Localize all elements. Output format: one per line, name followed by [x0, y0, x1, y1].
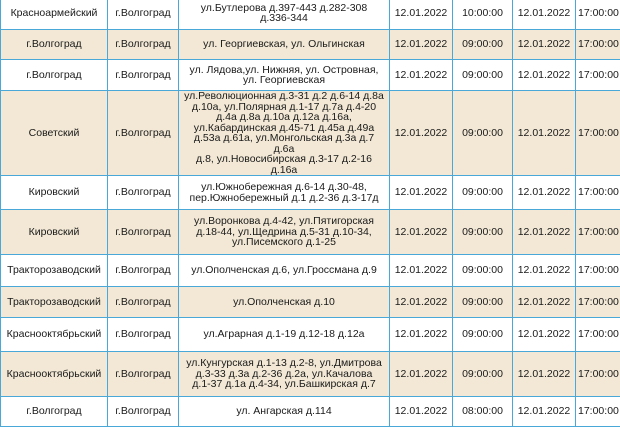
address-line: ул.Революционная д.3-31 д.2 д.6-14 д.8а [184, 91, 384, 103]
end-date-cell: 12.01.2022 [513, 176, 576, 210]
table-body [1, 0, 620, 427]
table-row [1, 255, 620, 287]
start-date-cell: 12.01.2022 [390, 91, 453, 176]
address-line: д.8, ул.Новосибирская д.3-17 д.2-16 [196, 153, 372, 165]
start-time-cell: 08:00:00 [453, 397, 513, 427]
start-date-cell: 12.01.2022 [390, 176, 453, 210]
address-line: ул. Лядова,ул. Нижняя, ул. Островная, [190, 64, 379, 76]
end-date-cell: 12.01.2022 [513, 318, 576, 352]
district-cell: Красноармейский [1, 0, 108, 30]
city-cell: г.Волгоград [108, 176, 179, 210]
address-cell [179, 60, 390, 91]
address-cell [179, 30, 390, 60]
end-date-cell: 12.01.2022 [513, 210, 576, 255]
address-line: д.18-44, ул.Щедрина д.5-31 д.10-34, [196, 226, 371, 238]
address-line: ул. Георгиевская [243, 74, 325, 86]
district-cell: Тракторозаводский [1, 287, 108, 318]
end-time-cell: 17:00:00 [576, 176, 620, 210]
start-date-cell: 12.01.2022 [390, 210, 453, 255]
start-date-cell: 12.01.2022 [390, 0, 453, 30]
end-time-cell: 17:00:00 [576, 255, 620, 287]
address-cell [179, 0, 390, 30]
city-cell: г.Волгоград [108, 0, 179, 30]
end-time-cell: 17:00:00 [576, 91, 620, 176]
start-time-cell: 09:00:00 [453, 318, 513, 352]
address-line: ул.Кунгурская д.1-13 д.2-8, ул.Дмитрова [186, 357, 382, 369]
start-date-cell: 12.01.2022 [390, 255, 453, 287]
table-row [1, 318, 620, 352]
end-time-cell: 17:00:00 [576, 318, 620, 352]
address-line: ул.Южнобережная д.6-14 д.30-48, [201, 181, 367, 193]
start-date-cell: 12.01.2022 [390, 352, 453, 397]
address-line: ул.Ополченская д.10 [233, 296, 335, 308]
end-date-cell: 12.01.2022 [513, 30, 576, 60]
district-cell: Тракторозаводский [1, 255, 108, 287]
start-time-cell: 09:00:00 [453, 30, 513, 60]
table-row [1, 0, 620, 30]
start-time-cell: 09:00:00 [453, 210, 513, 255]
end-time-cell: 17:00:00 [576, 0, 620, 30]
table-row [1, 210, 620, 255]
start-time-cell: 09:00:00 [453, 287, 513, 318]
address-cell [179, 91, 390, 176]
address-line: д.10а, ул.Полярная д.1-17 д.7а д.4-20 [192, 101, 376, 113]
address-line: пер.Южнобережный д.1 д.2-36 д.3-17д [190, 192, 379, 204]
address-line: д.53а д.61а, ул.Монгольская д.3а д.7 д.6а [194, 132, 374, 155]
end-date-cell: 12.01.2022 [513, 255, 576, 287]
start-date-cell: 12.01.2022 [390, 318, 453, 352]
table-row [1, 30, 620, 60]
end-date-cell: 12.01.2022 [513, 287, 576, 318]
start-date-cell: 12.01.2022 [390, 287, 453, 318]
table-row [1, 397, 620, 427]
address-line: ул.Воронкова д.4-42, ул.Пятигорская [194, 215, 374, 227]
end-time-cell: 17:00:00 [576, 352, 620, 397]
address-line: ул.Бутлерова д.397-443 д.282-308 [201, 2, 368, 14]
address-line: д.4а д.8а д.10а д.12а д.16а, [216, 111, 352, 123]
address-line: д.336-344 [260, 12, 308, 24]
table-row [1, 352, 620, 397]
table-row [1, 60, 620, 91]
address-line: ул.Кабардинская д.45-71 д.45а д.49а [194, 122, 374, 134]
address-line: д.16а [271, 164, 298, 176]
table-row [1, 287, 620, 318]
address-line: ул. Георгиевская, ул. Ольгинская [203, 38, 365, 50]
start-time-cell: 09:00:00 [453, 60, 513, 91]
end-date-cell: 12.01.2022 [513, 397, 576, 427]
district-cell: Краснооктябрьский [1, 318, 108, 352]
end-time-cell: 17:00:00 [576, 287, 620, 318]
address-line: д.1-37 д.1а д.4-34, ул.Башкирская д.7 [192, 378, 375, 390]
address-line: ул.Писемского д.1-25 [232, 236, 336, 248]
address-cell [179, 352, 390, 397]
address-line: ул.Аграрная д.1-19 д.12-18 д.12а [203, 328, 364, 340]
city-cell: г.Волгоград [108, 352, 179, 397]
address-cell [179, 318, 390, 352]
address-cell [179, 255, 390, 287]
district-cell: Кировский [1, 176, 108, 210]
city-cell: г.Волгоград [108, 60, 179, 91]
end-date-cell: 12.01.2022 [513, 60, 576, 91]
start-date-cell: 12.01.2022 [390, 30, 453, 60]
start-time-cell: 09:00:00 [453, 255, 513, 287]
district-cell: Советский [1, 91, 108, 176]
start-date-cell: 12.01.2022 [390, 60, 453, 91]
city-cell: г.Волгоград [108, 210, 179, 255]
address-line: д.3-33 д.3а д.2-36 д.2а, ул.Качалова [196, 368, 373, 380]
district-cell: г.Волгоград [1, 397, 108, 427]
address-line: ул. Ангарская д.114 [236, 405, 331, 417]
district-cell: Краснооктябрьский [1, 352, 108, 397]
city-cell: г.Волгоград [108, 397, 179, 427]
district-cell: г.Волгоград [1, 30, 108, 60]
end-date-cell: 12.01.2022 [513, 0, 576, 30]
end-time-cell: 17:00:00 [576, 30, 620, 60]
address-cell [179, 397, 390, 427]
city-cell: г.Волгоград [108, 91, 179, 176]
table-row [1, 176, 620, 210]
end-time-cell: 17:00:00 [576, 210, 620, 255]
address-line: ул.Ополченская д.6, ул.Гроссмана д.9 [191, 264, 377, 276]
end-date-cell: 12.01.2022 [513, 91, 576, 176]
city-cell: г.Волгоград [108, 318, 179, 352]
start-date-cell: 12.01.2022 [390, 397, 453, 427]
city-cell: г.Волгоград [108, 255, 179, 287]
city-cell: г.Волгоград [108, 30, 179, 60]
start-time-cell: 09:00:00 [453, 91, 513, 176]
start-time-cell: 10:00:00 [453, 0, 513, 30]
end-date-cell: 12.01.2022 [513, 352, 576, 397]
address-cell [179, 176, 390, 210]
address-cell [179, 287, 390, 318]
end-time-cell: 17:00:00 [576, 397, 620, 427]
district-cell: г.Волгоград [1, 60, 108, 91]
table-row [1, 91, 620, 176]
end-time-cell: 17:00:00 [576, 60, 620, 91]
start-time-cell: 09:00:00 [453, 352, 513, 397]
city-cell: г.Волгоград [108, 287, 179, 318]
address-cell [179, 210, 390, 255]
district-cell: Кировский [1, 210, 108, 255]
start-time-cell: 09:00:00 [453, 176, 513, 210]
